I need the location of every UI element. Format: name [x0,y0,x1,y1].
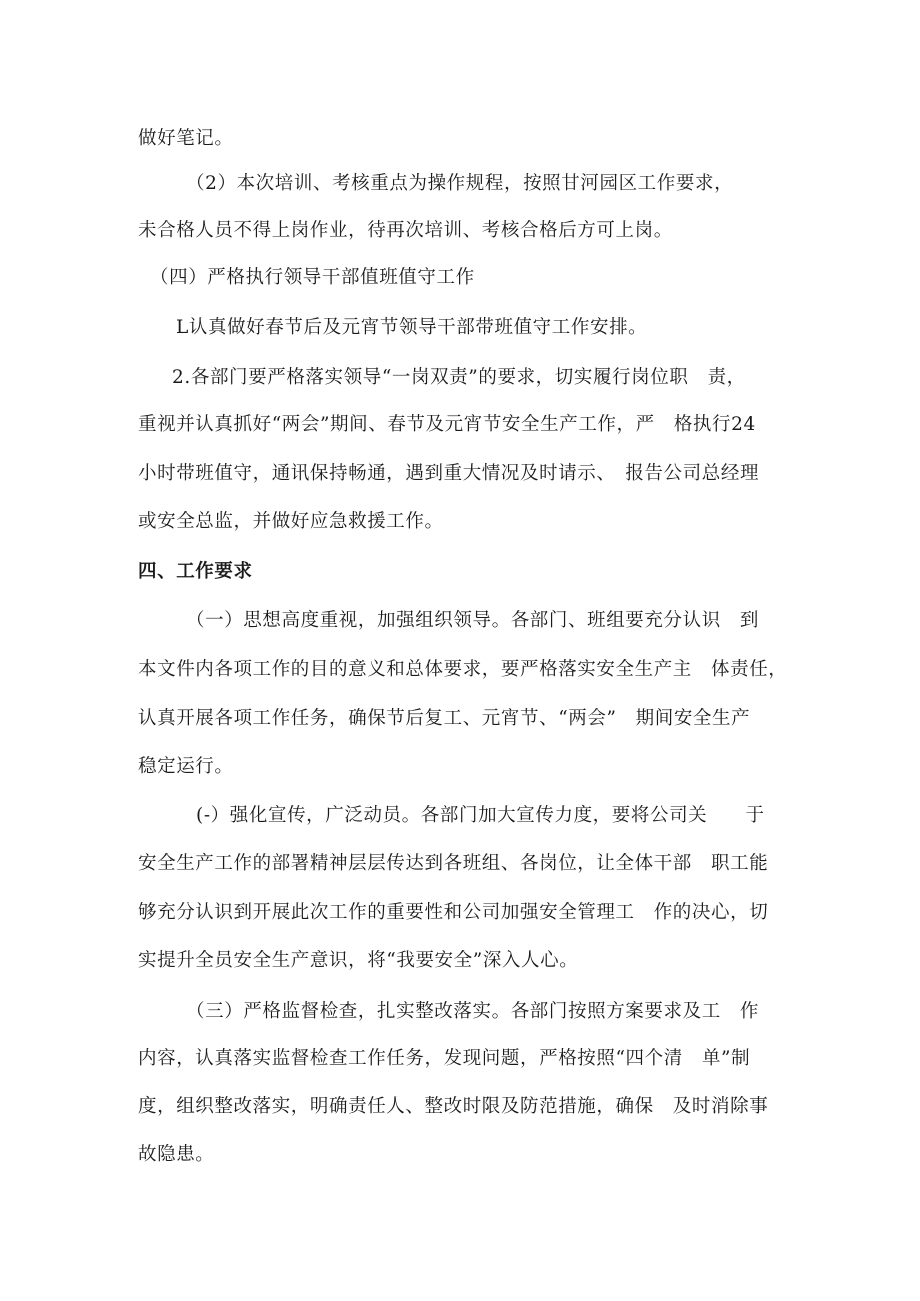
text-line: 重视并认真抓好“两会”期间、春节及元宵节安全生产工作，严 格执行24 [138,414,756,435]
text-line: （2）本次培训、考核重点为操作规程，按照甘河园区工作要求， [186,173,734,194]
section-heading: （四）严格执行领导干部值班值守工作 [150,267,475,288]
chapter-heading: 四、工作要求 [138,561,253,582]
text-line: 内容，认真落实监督检查工作任务，发现问题，严格按照“四个清 单”制 [138,1048,751,1069]
text-line: 安全生产工作的部署精神层层传达到各班组、各岗位，让全体干部 职工能 [138,853,769,874]
text-line: 或安全总监，并做好应急救援工作。 [138,511,444,532]
text-line: 做好笔记。 [138,128,234,149]
text-line: （三）严格监督检查，扎实整改落实。各部门按照方案要求及工 作 [186,1001,760,1022]
text-line: （一）思想高度重视，加强组织领导。各部门、班组要充分认识 到 [186,610,760,631]
text-line: 故隐患。 [138,1144,215,1165]
text-line: (-）强化宣传，广泛动员。各部门加大宣传力度，要将公司关 于 [196,805,765,826]
text-line: 小时带班值守，通讯保持畅通，遇到重大情况及时请示、 报告公司总经理 [138,463,760,484]
text-line: 实提升全员安全生产意识，将“我要安全”深入人心。 [138,950,579,971]
text-line: 认真开展各项工作任务，确保节后复工、元宵节、“两会” 期间安全生产 [138,708,751,729]
text-line: 稳定运行。 [138,756,234,777]
text-line: 2.各部门要严格落实领导“一岗双责”的要求，切实履行岗位职 责， [172,367,746,388]
text-line: 够充分认识到开展此次工作的重要性和公司加强安全管理工 作的决心，切 [138,902,769,923]
text-line: L认真做好春节后及元宵节领导干部带班值守工作安排。 [176,317,648,338]
text-line: 本文件内各项工作的目的意义和总体要求，要严格落实安全生产主 体责任， [138,659,788,680]
text-line: 未合格人员不得上岗作业，待再次培训、考核合格后方可上岗。 [138,220,673,241]
text-line: 度，组织整改落实，明确责任人、整改时限及防范措施，确保 及时消除事 [138,1096,769,1117]
